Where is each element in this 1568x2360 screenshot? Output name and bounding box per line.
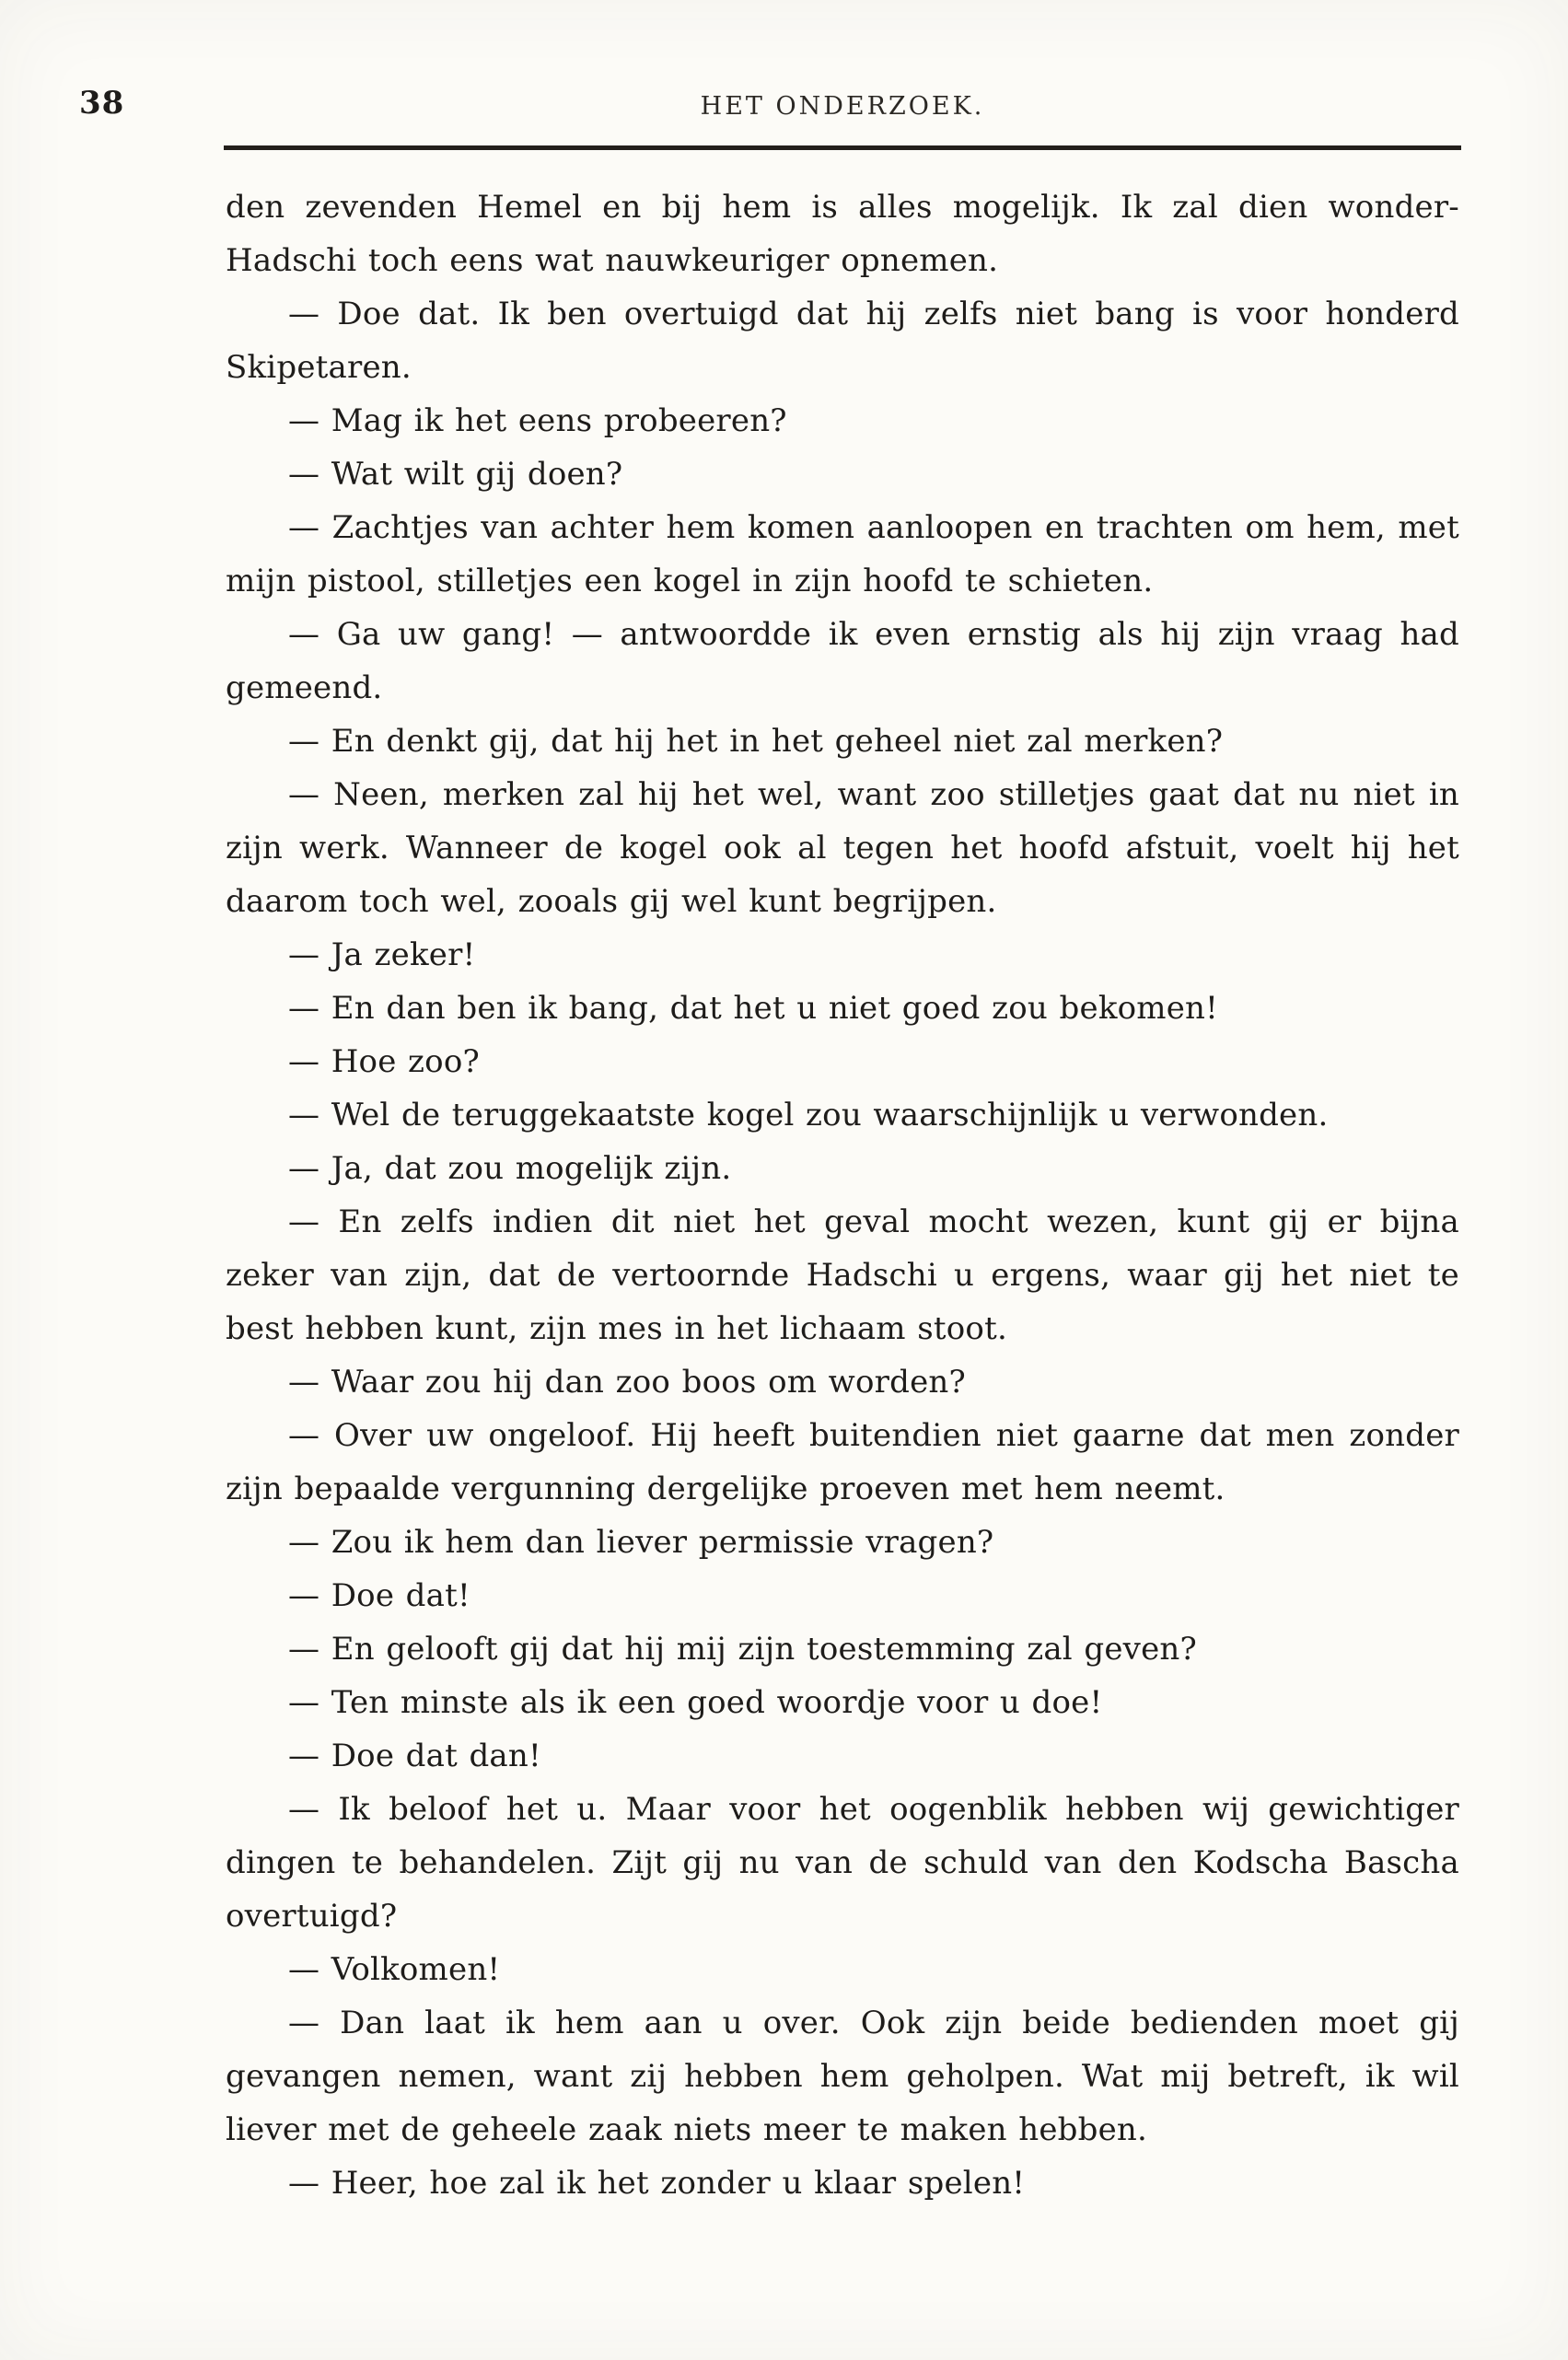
paragraph: — Volkomen!: [288, 1951, 501, 1988]
paragraph: — En dan ben ik bang, dat het u niet goed zou bekomen!: [288, 990, 1219, 1027]
paragraph: — Mag ik het eens probeeren?: [288, 402, 787, 439]
paragraph: — Wat wilt gij doen?: [288, 456, 623, 493]
paragraph: — Hoe zoo?: [288, 1043, 480, 1080]
paragraph: — Waar zou hij dan zoo boos om worden?: [288, 1364, 966, 1401]
paragraph: — Ga uw gang! — antwoordde ik even ernstig als hij zijn vraag had gemeend.: [226, 616, 1459, 706]
paragraph: den zevenden Hemel en bij hem is alles mogelijk. Ik zal dien wonder-Hadschi toch eens wat nauwkeuriger opnemen.: [226, 189, 1459, 279]
paragraph: — En gelooft gij dat hij mij zijn toestemming zal geven?: [288, 1631, 1197, 1668]
paragraph: — En zelfs indien dit niet het geval mocht wezen, kunt gij er bijna zeker van zijn, dat de vertoornde Hadschi u ergens, waar gij het niet te best hebben kunt, zijn mes in het lichaam stoot.: [226, 1203, 1459, 1347]
paragraph: — Heer, hoe zal ik het zonder u klaar spelen!: [288, 2165, 1026, 2202]
paragraph: — Over uw ongeloof. Hij heeft buitendien niet gaarne dat men zonder zijn bepaalde vergunning dergelijke proeven met hem neemt.: [226, 1417, 1459, 1507]
paragraph: — En denkt gij, dat hij het in het geheel niet zal merken?: [288, 723, 1224, 760]
text-block: [226, 180, 1459, 2210]
paragraph: — Zou ik hem dan liever permissie vragen?: [288, 1524, 994, 1561]
paragraph: — Wel de teruggekaatste kogel zou waarschijnlijk u verwonden.: [288, 1097, 1329, 1133]
paragraph: — Ten minste als ik een goed woordje voor u doe!: [288, 1684, 1103, 1721]
page-number: 38: [79, 85, 125, 122]
paragraph: — Ja, dat zou mogelijk zijn.: [288, 1150, 732, 1187]
paragraph: — Doe dat!: [288, 1577, 470, 1614]
paragraph: — Ja zeker!: [288, 936, 476, 973]
paragraph: — Dan laat ik hem aan u over. Ook zijn beide bedienden moet gij gevangen nemen, want zij hebben hem geholpen. Wat mij betreft, ik wil liever met de geheele zaak niets meer te maken hebben.: [226, 2005, 1459, 2148]
header-rule: [224, 145, 1461, 150]
paragraph: — Doe dat. Ik ben overtuigd dat hij zelfs niet bang is voor honderd Skipetaren.: [226, 296, 1459, 386]
paragraph: — Ik beloof het u. Maar voor het oogenblik hebben wij gewichtiger dingen te behandelen. Zijt gij nu van de schuld van den Kodscha Bascha overtuigd?: [226, 1791, 1459, 1935]
running-title: HET ONDERZOEK.: [700, 92, 985, 121]
paragraph: — Neen, merken zal hij het wel, want zoo stilletjes gaat dat nu niet in zijn werk. Wanneer de kogel ook al tegen het hoofd afstuit, voelt hij het daarom toch wel, zooals gij wel kunt begrijpen.: [226, 776, 1459, 920]
paragraph: — Zachtjes van achter hem komen aanloopen en trachten om hem, met mijn pistool, stilletjes een kogel in zijn hoofd te schieten.: [226, 509, 1459, 599]
paragraph: — Doe dat dan!: [288, 1738, 541, 1774]
